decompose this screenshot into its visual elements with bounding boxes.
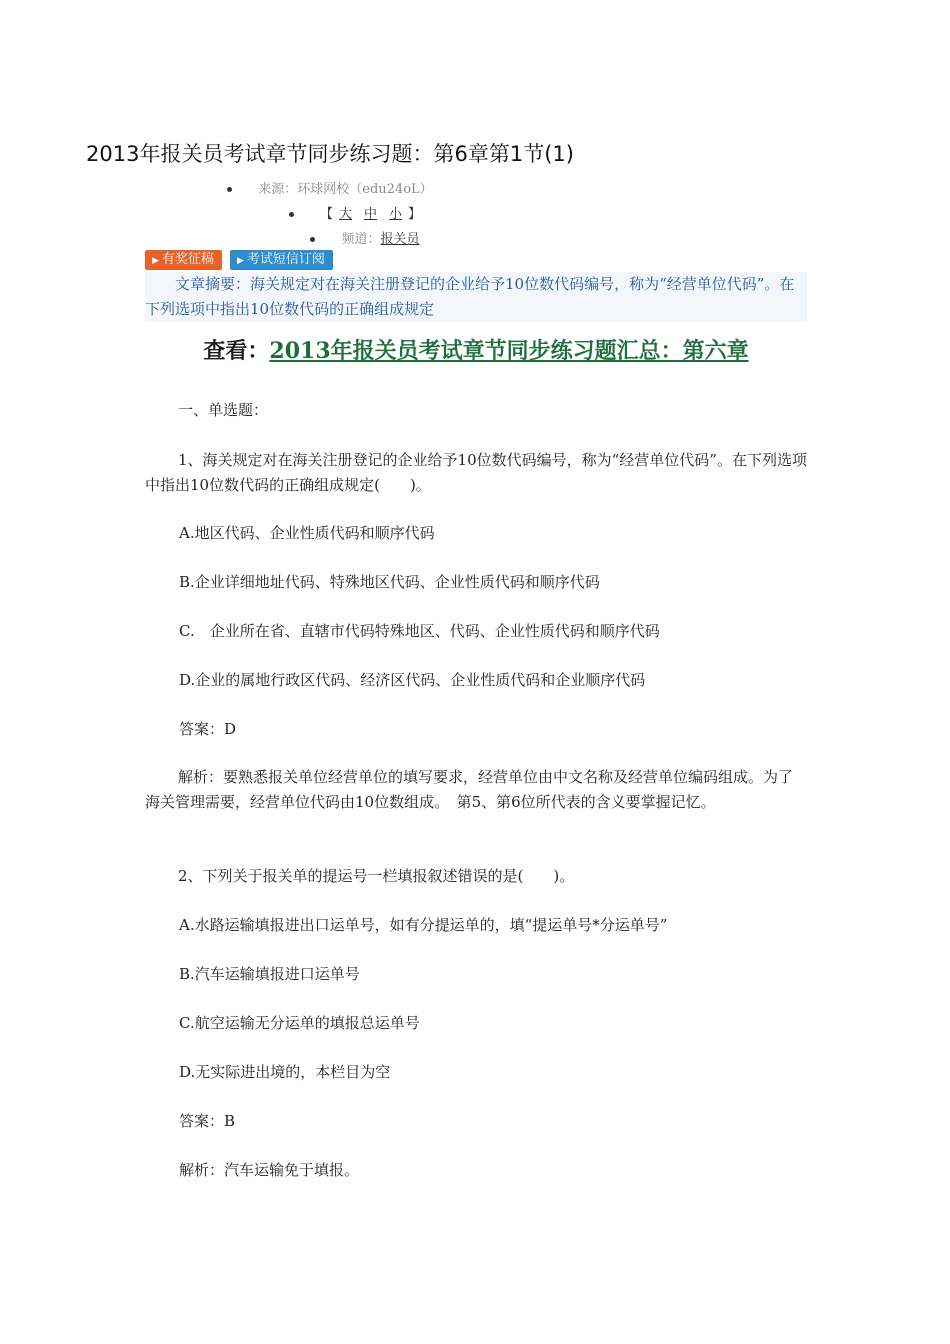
channel-link[interactable]: 报关员 — [380, 232, 420, 247]
q2-answer: 答案：B — [179, 1112, 236, 1130]
q2-option-d: D.无实际进出境的，本栏目为空 — [179, 1063, 391, 1081]
bullet-icon — [310, 237, 315, 242]
source-row — [0, 178, 805, 197]
view-summary-line — [145, 334, 807, 365]
font-size-small-link[interactable]: 小 — [389, 207, 403, 222]
q1-answer: 答案：D — [179, 720, 237, 738]
section-heading: 一、单选题： — [178, 401, 269, 419]
q2-option-b: B.汽车运输填报进口运单号 — [179, 965, 360, 983]
q1-option-d: D.企业的属地行政区代码、经济区代码、企业性质代码和企业顺序代码 — [179, 671, 646, 689]
question-2: 2、下列关于报关单的提运号一栏填报叙述错误的是( )。 — [178, 867, 575, 885]
bullet-icon — [289, 212, 294, 217]
reward-submission-button[interactable] — [145, 250, 222, 270]
font-size-row — [0, 203, 830, 222]
q2-option-c: C.航空运输无分运单的填报总运单号 — [179, 1014, 420, 1032]
channel-row — [0, 228, 840, 247]
article-summary: 文章摘要：海关规定对在海关注册登记的企业给予10位数代码编号，称为“经营单位代码”。在下列选项中指出10位数代码的正确组成规定 — [145, 272, 807, 322]
triangle-right-icon: ▶ — [152, 256, 159, 266]
font-size-medium-link[interactable]: 中 — [363, 207, 377, 222]
q1-analysis: 解析：要熟悉报关单位经营单位的填写要求，经营单位由中文名称及经营单位编码组成。为了海关管理需要，经营单位代码由10位数组成。 第5、第6位所代表的含义要掌握记忆。 — [145, 768, 794, 811]
q1-option-a: A.地区代码、企业性质代码和顺序代码 — [179, 524, 435, 542]
triangle-right-icon: ▶ — [236, 256, 244, 266]
view-prefix: 查看： — [203, 338, 270, 364]
chapter-summary-link[interactable]: 2013年报关员考试章节同步练习题汇总：第六章 — [269, 338, 749, 364]
reward-submission-label: 有奖征稿 — [161, 252, 214, 267]
sms-subscribe-button[interactable] — [230, 250, 333, 270]
channel-label: 频道： — [341, 232, 381, 247]
sms-subscribe-label: 考试短信订阅 — [246, 252, 325, 267]
size-close-bracket: 】 — [408, 207, 422, 222]
source-label: 来源：环球网校（edu24oL） — [258, 182, 433, 197]
size-open-bracket: 【 — [319, 207, 333, 222]
q2-analysis: 解析：汽车运输免于填报。 — [179, 1161, 360, 1179]
q1-option-c: C. 企业所在省、直辖市代码特殊地区、代码、企业性质代码和顺序代码 — [179, 622, 660, 640]
page-title: 2013年报关员考试章节同步练习题：第6章第1节(1) — [86, 142, 574, 166]
q2-option-a: A.水路运输填报进出口运单号，如有分提运单的，填“提运单号*分运单号” — [179, 916, 668, 934]
bullet-icon — [227, 187, 232, 192]
q1-option-b: B.企业详细地址代码、特殊地区代码、企业性质代码和顺序代码 — [179, 573, 600, 591]
tag-bar — [145, 248, 341, 270]
font-size-large-link[interactable]: 大 — [338, 207, 352, 222]
question-1: 1、海关规定对在海关注册登记的企业给予10位数代码编号，称为“经营单位代码”。在下列选项中指出10位数代码的正确组成规定( )。 — [145, 451, 807, 494]
